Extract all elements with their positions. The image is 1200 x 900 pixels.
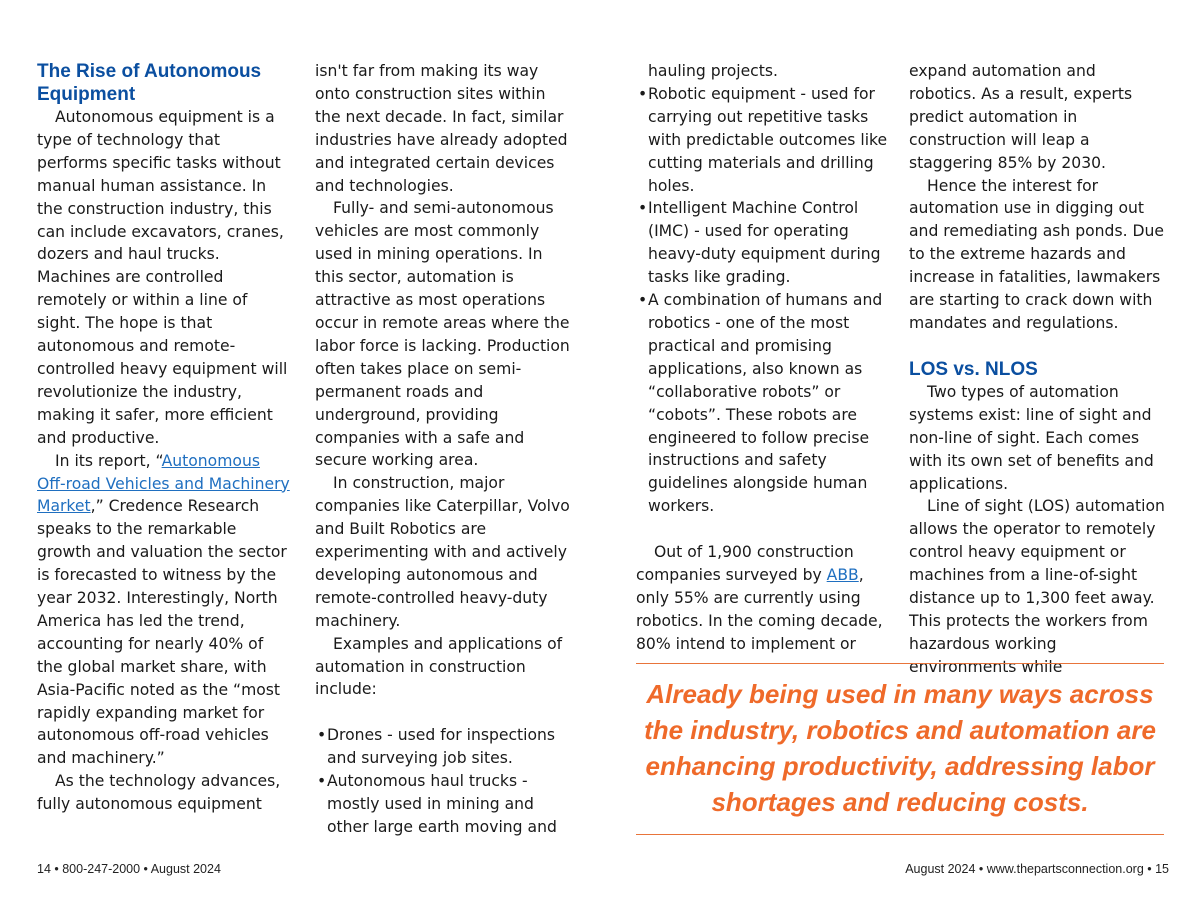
paragraph: isn't far from making its way onto construction sites within the next decade. In fact, similar industries have already adopted and integrated certain devices and technologies. (315, 62, 568, 195)
paragraph: Autonomous equipment is a type of technology that performs specific tasks without manual human assistance. In the construction industry, this can include excavators, cranes, dozers and haul trucks. Machines are controlled remotely or within a line of sight. The hope is that autonomous and remote-controlled heavy equipment will revolutionize the industry, making it safer, more efficient and productive. (37, 108, 288, 447)
section-heading-los-vs-nlos: LOS vs. NLOS (909, 358, 1038, 380)
pull-quote: Already being used in many ways across the industry, robotics and automation are enhancing productivity, addressing labor shortages and reducing costs. (644, 679, 1156, 817)
list-item: • A combination of humans and robotics - one of the most practical and promising applications, also known as “collaborative robots” or “cobots”. These robots are engineered to follow precise instructions and safety guidelines alongside human workers. (636, 289, 898, 518)
paragraph: expand automation and robotics. As a result, experts predict automation in construction will leap a staggering 85% by 2030. (909, 62, 1133, 172)
section-heading-rise-of-autonomous: The Rise of Autonomous Equipment (37, 61, 262, 105)
spacer (315, 701, 570, 724)
pullquote-bottom-rule (636, 834, 1164, 835)
list-item: • Intelligent Machine Control (IMC) - used for operating heavy-duty equipment during tasks like grading. (636, 197, 898, 289)
list-continuation: hauling projects. (648, 62, 778, 80)
article-column-2 (315, 60, 570, 839)
paragraph: Examples and applications of automation in construction include: (315, 634, 563, 699)
footer-left-page-info: 14 • 800-247-2000 • August 2024 (37, 862, 221, 876)
pullquote-top-rule (636, 663, 1164, 664)
paragraph: Line of sight (LOS) automation allows the operator to remotely control heavy equipment or machines from a line-of-sight distance up to 1,300 feet away. This protects the workers from hazardous working environments while (909, 497, 1165, 676)
list-item: • Drones - used for inspections and surveying job sites. (315, 724, 570, 770)
paragraph-survey: Out of 1,900 construction companies surveyed by ABB, only 55% are currently using robotics. In the coming decade, 80% intend to implement or (636, 543, 883, 653)
paragraph-report: In its report, “Autonomous Off-road Vehicles and Machinery Market,” Credence Research speaks to the remarkable growth and valuation the sector is forecasted to witness by the year 2032. Interestingly, North America has led the trend, accounting for nearly 40% of the global market share, with Asia-Pacific noted as the “most rapidly expanding market for autonomous off-road vehicles and machinery.” (37, 451, 290, 768)
abb-link[interactable]: ABB (826, 566, 859, 585)
paragraph: Fully- and semi-autonomous vehicles are most commonly used in mining operations. In this sector, automation is attractive as most operations occur in remote areas where the labor force is lacking. Production often takes place on semi-permanent roads and underground, providing companies with a safe and secure working area. (315, 199, 570, 470)
article-column-3 (636, 60, 898, 656)
paragraph: Hence the interest for automation use in digging out and remediating ash ponds. Due to the extreme hazards and increase in fatalities, lawmakers are starting to crack down with mandates and regulations. (909, 176, 1164, 332)
article-column-1 (37, 60, 292, 816)
paragraph: In construction, major companies like Caterpillar, Volvo and Built Robotics are experimenting with and actively developing autonomous and remote-controlled heavy-duty machinery. (315, 474, 570, 630)
bullet-list (315, 724, 570, 839)
list-item: • Robotic equipment - used for carrying out repetitive tasks with predictable outcomes like cutting materials and drilling holes. (636, 83, 898, 198)
paragraph: As the technology advances, fully autonomous equipment (37, 772, 281, 814)
spacer (636, 518, 898, 541)
bullet-list (636, 83, 898, 518)
paragraph: Two types of automation systems exist: line of sight and non-line of sight. Each comes with its own set of benefits and applications. (909, 382, 1154, 493)
footer-right-page-info: August 2024 • www.thepartsconnection.org • 15 (905, 862, 1169, 876)
list-item: • Autonomous haul trucks - mostly used in mining and other large earth moving and (315, 770, 570, 839)
report-link[interactable]: Autonomous Off-road Vehicles and Machinery Market (37, 451, 290, 516)
article-column-4 (909, 60, 1167, 679)
